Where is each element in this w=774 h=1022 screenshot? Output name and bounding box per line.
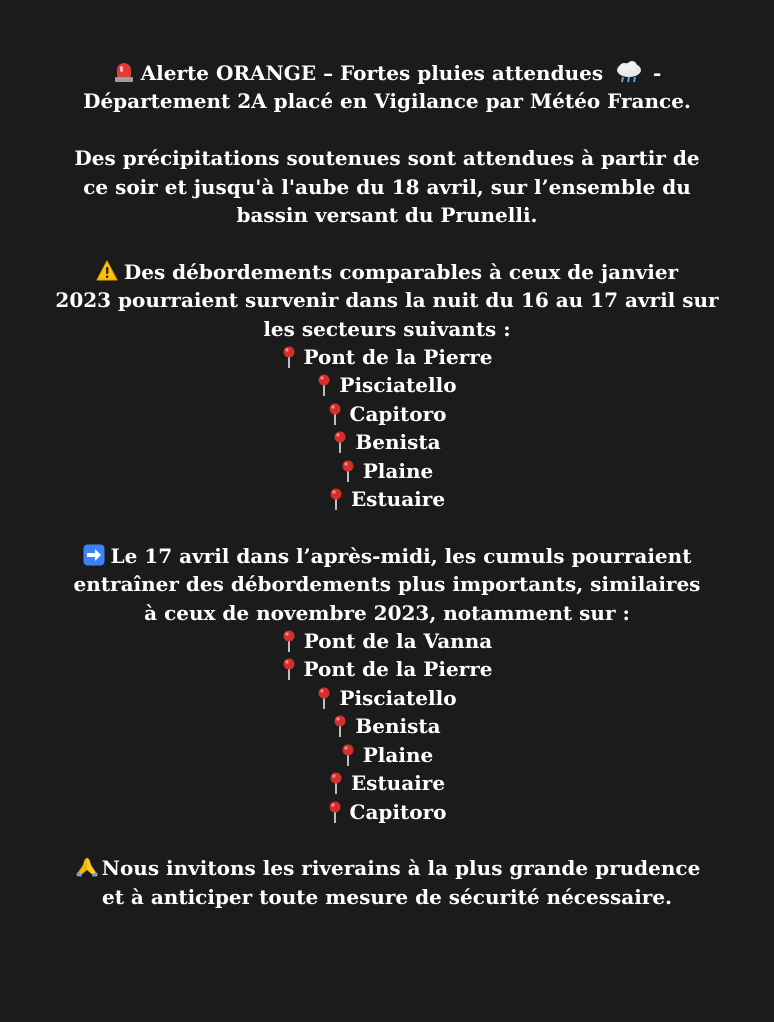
- text-line: à ceux de novembre 2023, notamment sur :: [144, 600, 630, 625]
- pushpin-icon: [329, 772, 343, 794]
- april-17-paragraph: [30, 542, 744, 826]
- pushpin-icon: [341, 744, 355, 766]
- pushpin-icon: [282, 658, 296, 680]
- text-line: Nous invitons les riverains à la plus grande prudence: [30, 854, 744, 882]
- text-line: bassin versant du Prunelli.: [236, 203, 538, 228]
- closing-paragraph: [30, 854, 744, 911]
- warning-icon: [96, 260, 118, 282]
- text-line: Des débordements comparables à ceux de janvier: [30, 258, 744, 286]
- text-line: ce soir et jusqu'à l'aube du 18 avril, sur l’ensemble du: [83, 174, 691, 199]
- warning-paragraph: [30, 258, 744, 514]
- list-item: Benista: [30, 712, 744, 740]
- list-item: Estuaire: [30, 485, 744, 513]
- list-item: Capitoro: [30, 400, 744, 428]
- list-item: Pisciatello: [30, 684, 744, 712]
- text-line: 2023 pourraient survenir dans la nuit du 16 au 17 avril sur: [55, 288, 719, 313]
- pushpin-icon: [317, 374, 331, 396]
- list-item: Estuaire: [30, 769, 744, 797]
- location-list-january: [30, 343, 744, 513]
- siren-icon: [113, 61, 135, 83]
- cloud-rain-icon: [614, 61, 644, 83]
- pushpin-icon: [282, 346, 296, 368]
- pushpin-icon: [328, 801, 342, 823]
- list-item: Pont de la Vanna: [30, 627, 744, 655]
- list-item: Pont de la Pierre: [30, 655, 744, 683]
- precipitation-paragraph: [30, 144, 744, 229]
- alert-intro: [30, 59, 744, 116]
- alert-title: Alerte ORANGE – Fortes pluies attendues: [140, 61, 604, 85]
- pushpin-icon: [329, 488, 343, 510]
- pushpin-icon: [333, 715, 347, 737]
- location-list-november: [30, 627, 744, 826]
- list-item: Pont de la Pierre: [30, 343, 744, 371]
- pushpin-icon: [328, 403, 342, 425]
- alert-title-line: [30, 59, 744, 87]
- text-line: Le 17 avril dans l’après-midi, les cumuls pourraient: [30, 542, 744, 570]
- list-item: Plaine: [30, 457, 744, 485]
- text-line: entraîner des débordements plus importants, similaires: [73, 572, 701, 597]
- folded-hands-icon: [74, 856, 96, 878]
- alert-subtitle: Département 2A placé en Vigilance par Météo France.: [83, 89, 691, 114]
- list-item: Pisciatello: [30, 371, 744, 399]
- list-item: Capitoro: [30, 798, 744, 826]
- list-item: Plaine: [30, 741, 744, 769]
- pushpin-icon: [282, 630, 296, 652]
- pushpin-icon: [333, 431, 347, 453]
- text-line: et à anticiper toute mesure de sécurité nécessaire.: [101, 884, 673, 909]
- pushpin-icon: [341, 460, 355, 482]
- text-line: les secteurs suivants :: [263, 316, 511, 341]
- right-arrow-icon: [83, 544, 105, 566]
- text-line: Des précipitations soutenues sont attendues à partir de: [74, 146, 700, 171]
- pushpin-icon: [317, 687, 331, 709]
- alert-title-suffix: -: [646, 61, 662, 85]
- list-item: Benista: [30, 428, 744, 456]
